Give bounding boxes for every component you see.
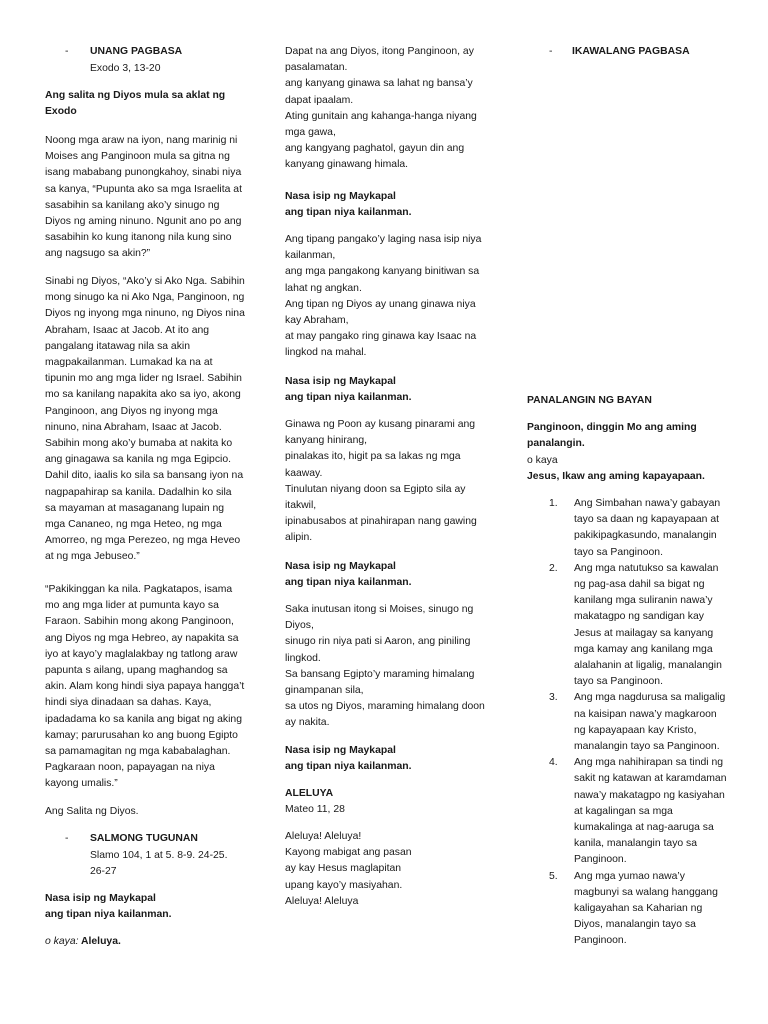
intention-number: 3. — [549, 692, 558, 704]
alt-prefix: o kaya: — [45, 936, 79, 947]
psalm-refrain-line2: ang tipan niya kailanman. — [285, 207, 412, 218]
stanza-line: ipinabusabos at pinahirapan nang gawing alipin. — [285, 516, 477, 544]
intention-item — [549, 496, 727, 561]
psalm-refrain-line2: ang tipan niya kailanman. — [285, 392, 412, 403]
alleluia-line: Aleluya! Aleluya — [285, 895, 359, 907]
psalm-refrain-line2: ang tipan niya kailanman. — [285, 761, 412, 772]
alleluia-line: Aleluya! Aleluya! — [285, 831, 362, 842]
intention-text: Ang mga nahihirapan sa tindi ng sakit ng katawan at karamdaman nawa’y makatagpo ng kasiyahan at kagalingan sa mga kumakalinga at nag-aaruga sa kanila, manalangin tayo sa Panginoon. — [574, 757, 727, 866]
refrain-alternative — [45, 934, 245, 950]
alleluia-reference: Mateo 11, 28 — [285, 804, 345, 815]
intention-text: Ang mga natutukso sa kawalan ng pag-asa dahil sa bigat ng kanilang mga suliranin nawa’y makatagpo ng sandigan kay Jesus at mailagay sa kanyang mga kamay ang kanilang mga alalahanin at ligalig, manalangin tayo sa Panginoon. — [574, 562, 722, 688]
intention-number: 4. — [549, 757, 558, 769]
reading-paragraph: “Pakikinggan ka nila. Pagkatapos, isama mo ang mga lider at pumunta kayo sa Faraon. Sabihin mong akong Panginoon, ang Diyos ng mga Hebreo, ay napakita sa iyo at kayo’y maglalakbay ng tatlong araw papunta s ailang, upang maghandog sa akin. Alam kong hindi siya papaya hangga’t hindi siya dinadaan sa dahas. Kaya, ipadadama ko sa kanila ang bigat ng aking kamay; parurusahan ko ang buong Egipto sa pamamagitan ng mga kababalaghan. Pagkaraan noon, papayagan na niya kayong umalis.” — [45, 584, 245, 790]
reading-paragraph: Noong mga araw na iyon, nang marinig ni Moises ang Panginoon mula sa gitna ng isang mababang punongkahoy, sinabi niya sa kanya, “Pupunta ako sa mga Israelita at sasabihin sa kanilang ako’y sinugo ng Diyos ng aming ninuno. Ngunit ano po ang sasabihin ko kung itanong nila kung sino ang nagsugo sa akin?” — [45, 135, 242, 260]
stanza-line: sa utos ng Diyos, maraming himalang doon ay nakita. — [285, 701, 485, 729]
stanza-line: Saka inutusan itong si Moises, sinugo ng Diyos, — [285, 604, 474, 632]
reading-paragraph: Sinabi ng Diyos, “Ako’y si Ako Nga. Sabihin mong sinugo ka ni Ako Nga, Panginoon, ng Diyos ng inyong mga ninuno, ng Diyos nina Abraham, Isaac at Jacob. At ito ang pangalang itatawag nila sa akin magpakailanman. Lumakad ka na at tipunin mo ang mga lider ng Israel. Sabihin mo sa kanilang napakita ako sa iyo, akong Panginoon, ang Diyos ng inyong mga ninuno, nina Abraham, Isaac at Jacob. Sabihin mong ako’y bumaba at nakita ko ang ginagawa sa kanila ng mga Egipcio. Dahil dito, iaalis ko sila sa bansang iyon na nagpapahirap sa kanila. Dadalhin ko sila sa mayaman at masaganang lupain ng mga Cananeo, ng mga Heteo, ng mga Amorreo, ng mga Perezeo, ng mga Heveo at ng mga Jebuseo.” — [45, 276, 245, 563]
psalm-heading: SALMONG TUGUNAN — [90, 833, 198, 844]
stanza-line: ang mga pangakong kanyang binitiwan sa lahat ng angkan. — [285, 266, 480, 294]
prayer-response-alt: Jesus, Ikaw ang aming kapayapaan. — [527, 471, 705, 482]
stanza-line: at may pangako ring ginawa kay Isaac na lingkod na mahal. — [285, 331, 477, 359]
alt-value: Aleluya. — [78, 936, 121, 947]
psalm-refrain-line2: ang tipan niya kailanman. — [45, 909, 172, 920]
psalm-refrain-line1: Nasa isip ng Maykapal — [45, 893, 156, 904]
stanza-line: Dapat na ang Diyos, itong Panginoon, ay pasalamatan. — [285, 46, 474, 74]
psalm-refrain-line2: ang tipan niya kailanman. — [285, 577, 412, 588]
stanza-line: Ating gunitain ang kahanga-hanga niyang mga gawa, — [285, 110, 477, 139]
psalm-refrain-line1: Nasa isip ng Maykapal — [285, 191, 396, 202]
column-middle — [285, 0, 490, 1024]
psalm-reference-cont: 26-27 — [90, 866, 117, 877]
psalm-refrain-line1: Nasa isip ng Maykapal — [285, 376, 396, 387]
stanza-line: Sa bansang Egipto’y maraming himalang ginampanan sila, — [285, 668, 475, 697]
column-left — [45, 0, 245, 1024]
second-reading-heading: IKAWALANG PAGBASA — [572, 46, 690, 57]
psalm-refrain-line1: Nasa isip ng Maykapal — [285, 561, 396, 572]
psalm-stanza — [285, 602, 490, 732]
alleluia-heading: ALELUYA — [285, 788, 334, 799]
intention-number: 2. — [549, 562, 558, 574]
intention-number: 1. — [549, 498, 558, 509]
intentions-list — [549, 496, 727, 950]
prayer-heading: PANALANGIN NG BAYAN — [527, 395, 652, 406]
alleluia-line: upang kayo’y masiyahan. — [285, 879, 403, 891]
stanza-line: pinalakas ito, higit pa sa lakas ng mga kaaway. — [285, 451, 461, 479]
alleluia-verse — [285, 829, 490, 910]
prayer-response-line2: panalangin. — [527, 438, 585, 449]
psalm-stanza — [285, 417, 490, 547]
intention-item — [549, 869, 727, 950]
alleluia-line: Kayong mabigat ang pasan — [285, 847, 412, 859]
intention-number: 5. — [549, 870, 558, 882]
intention-item — [549, 755, 727, 868]
first-reading-intro: Ang salita ng Diyos mula sa aklat ng Exodo — [45, 90, 226, 118]
intention-text: Ang mga nagdurusa sa maligalig na kaisipan nawa’y magkaroon ng kapayapaan kay Kristo, manalangin tayo sa Panginoon. — [574, 692, 726, 753]
alleluia-line: ay kay Hesus maglapitan — [285, 863, 402, 875]
stanza-line: Ginawa ng Poon ay kusang pinarami ang kanyang hinirang, — [285, 419, 476, 447]
stanza-line: ang kangyang paghatol, gayun din ang kanyang ginawang himala. — [285, 143, 465, 171]
intention-text: Ang Simbahan nawa’y gabayan tayo sa daan ng kapayapaan at pakikipagkasundo, manalangin tayo sa Panginoon. — [574, 498, 721, 558]
bullet-dash: - — [549, 46, 553, 57]
bullet-dash: - — [65, 46, 69, 57]
bullet-dash: - — [65, 833, 69, 844]
first-reading-reference: Exodo 3, 13-20 — [90, 63, 161, 74]
psalm-stanza — [285, 44, 490, 174]
stanza-line: Tinulutan niyang doon sa Egipto sila ay itakwil, — [285, 483, 466, 512]
first-reading-heading: UNANG PAGBASA — [90, 46, 183, 57]
prayer-response-or: o kaya — [527, 455, 558, 466]
column-right — [527, 0, 732, 1024]
stanza-line: Ang tipang pangako’y laging nasa isip niya kailanman, — [285, 234, 482, 262]
stanza-line: sinugo rin niya pati si Aaron, ang piniling lingkod. — [285, 636, 471, 664]
prayer-response-line1: Panginoon, dinggin Mo ang aming — [527, 422, 697, 433]
stanza-line: Ang tipan ng Diyos ay unang ginawa niya kay Abraham, — [285, 298, 476, 327]
intention-item — [549, 690, 727, 755]
intention-text: Ang mga yumao nawa’y magbunyi sa walang hanggang kaligayahan sa Kaharian ng Diyos, manalangin tayo sa Panginoon. — [574, 870, 718, 947]
psalm-refrain-line1: Nasa isip ng Maykapal — [285, 745, 396, 756]
psalm-reference: Slamo 104, 1 at 5. 8-9. 24-25. — [90, 850, 228, 861]
reading-closing: Ang Salita ng Diyos. — [45, 806, 139, 817]
stanza-line: ang kanyang ginawa sa lahat ng bansa’y dapat ipaalam. — [285, 78, 473, 106]
intention-item — [549, 561, 727, 691]
psalm-stanza — [285, 232, 490, 362]
